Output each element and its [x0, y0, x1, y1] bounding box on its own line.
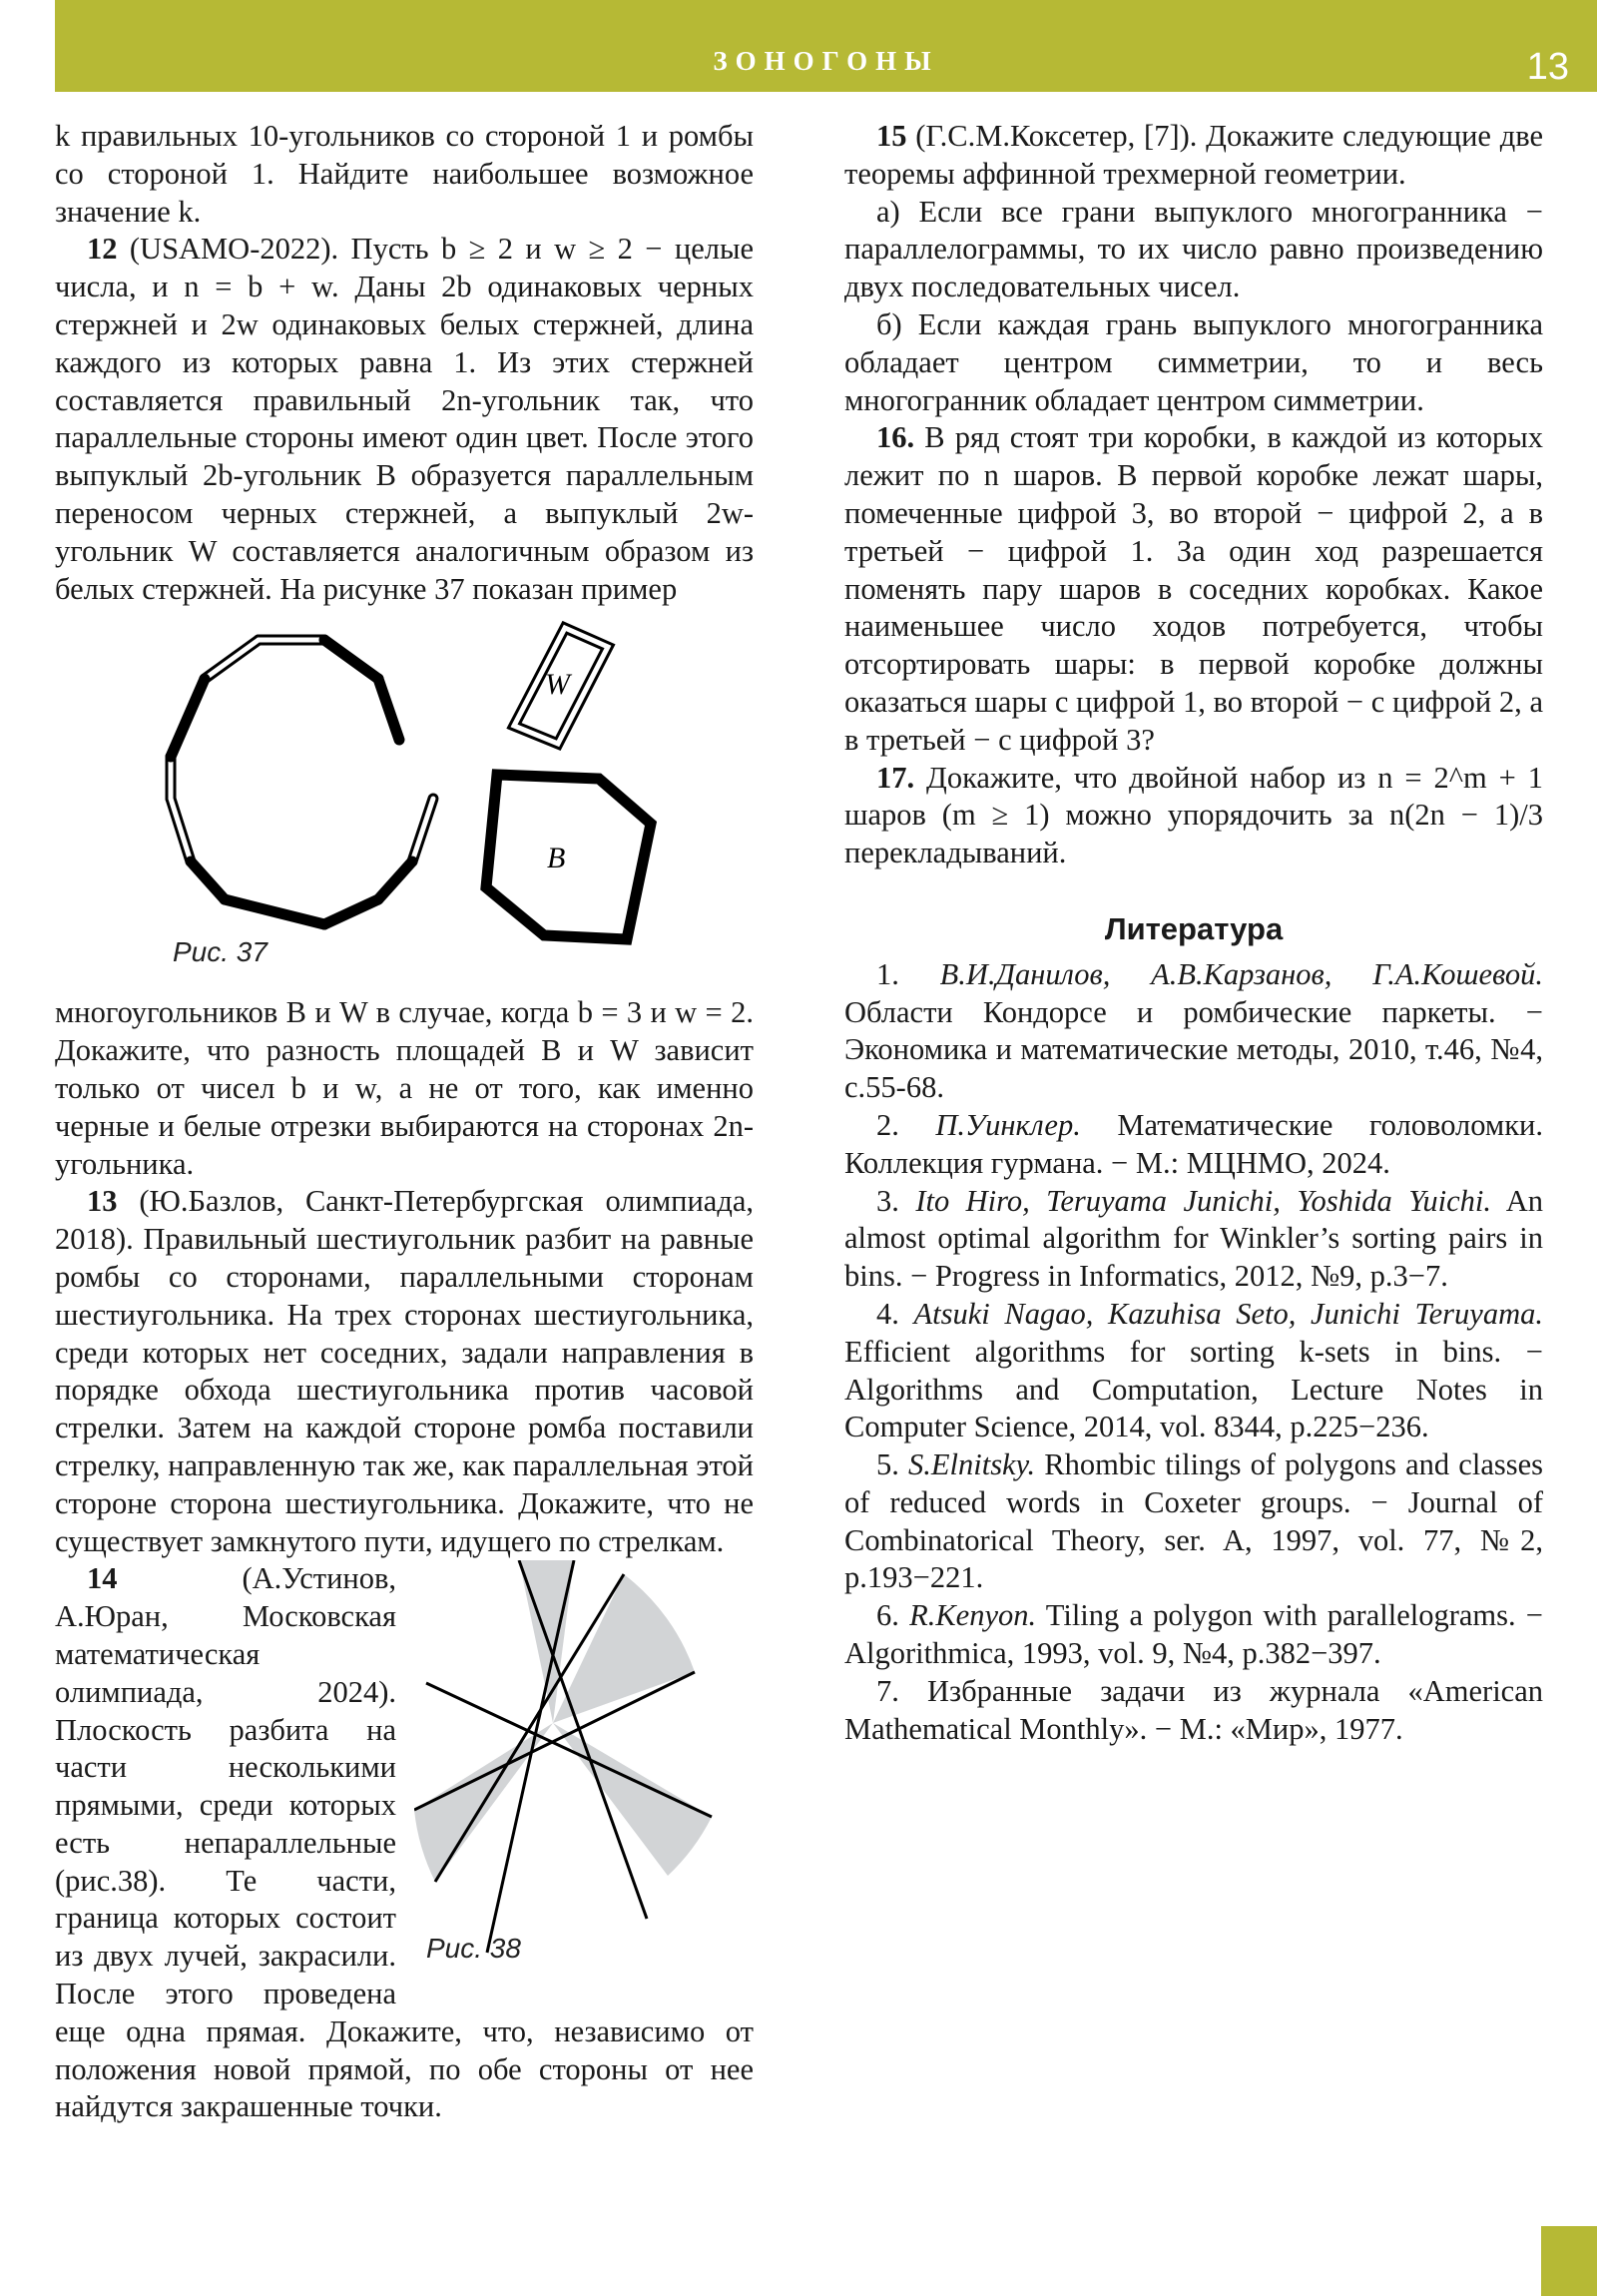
section-title: ЗОНОГОНЫ: [713, 46, 939, 76]
problem-17-number: 17.: [876, 760, 915, 795]
reference-authors: Atsuki Nagao, Kazuhisa Seto, Junichi Teruyama.: [913, 1296, 1543, 1331]
reference-title: Математические головоломки. Коллекция гурмана. − М.: МЦНМО, 2024.: [844, 1107, 1543, 1180]
reference-number: 1.: [876, 956, 940, 991]
right-column: [844, 118, 1543, 1748]
reference-number: 5.: [876, 1447, 909, 1482]
reference-number: 4.: [876, 1296, 914, 1331]
reference-title: Области Кондорсе и ромбические паркеты. − Экономика и математические методы, 2010, т.46, №4, с.55-68.: [844, 994, 1543, 1105]
figure-38: [414, 1560, 754, 1988]
reference-item: [844, 1446, 1543, 1597]
left-column: [55, 118, 754, 2126]
problem-16-number: 16.: [876, 420, 915, 455]
problem-11-tail: k правильных 10-угольников со стороной 1 и ромбы со стороной 1. Найдите наибольшее возможное значение k.: [55, 119, 754, 229]
problem-15-number: 15: [876, 119, 907, 153]
problem-13: [55, 1183, 754, 1560]
problem-12-continued: многоугольников B и W в случае, когда b = 3 и w = 2. Докажите, что разность площадей B и W зависит только от чисел b и w, а не от того, как именно черные и белые отрезки выбираются на сторонах 2n-угольника.: [55, 995, 754, 1181]
reference-number: 2.: [876, 1107, 936, 1142]
problem-16-text: В ряд стоят три коробки, в каждой из которых лежит по n шаров. В первой коробке лежат шары, помеченные цифрой 3, во второй − цифрой 2, а в третьей − цифрой 1. За один ход разрешается поменять пару шаров в соседних коробках. Какое наименьшее число ходов потребуется, чтобы отсортировать шары: в первой коробке должны оказаться шары с цифрой 1, во второй − с цифрой 2, а в третьей − с цифрой 3?: [844, 420, 1543, 757]
figure-37-caption: Рис. 37: [173, 936, 267, 968]
references-title: Литература: [1104, 910, 1284, 946]
problem-16: [844, 419, 1543, 759]
problem-17: [844, 760, 1543, 872]
header-bar: [55, 0, 1597, 92]
label-b: B: [547, 842, 566, 875]
page-number: 13: [1526, 46, 1569, 88]
reference-title: Tiling a polygon with parallelograms. − Algorithmica, 1993, vol. 9, №4, p.382−397.: [844, 1598, 1544, 1671]
reference-item: [844, 1107, 1543, 1183]
reference-title: An almost optimal algorithm for Winkler’s sorting pairs in bins. − Progress in Informatics, 2012, №9, p.3−7.: [844, 1183, 1544, 1294]
reference-title: Efficient algorithms for sorting k-sets in bins. − Algorithms and Computation, Lecture Notes in Computer Science, 2014, vol. 8344, p.225−236.: [844, 1334, 1543, 1444]
reference-number: 7.: [876, 1673, 928, 1708]
problem-15: [844, 118, 1543, 194]
reference-item: [844, 1673, 1543, 1749]
decagon-black-sides: [171, 640, 412, 924]
problem-15-part-a: а) Если все грани выпуклого многогранника − параллелограммы, то их число равно произведению двух последовательных чисел.: [844, 194, 1543, 304]
figure-38-caption: Рис. 38: [426, 1933, 521, 1965]
problem-14-number: 14: [87, 1561, 118, 1596]
corner-tab: [1541, 2226, 1597, 2296]
figure-38-drawing: [414, 1560, 754, 1988]
reference-item: [844, 1597, 1543, 1673]
reference-authors: S.Elnitsky.: [908, 1447, 1036, 1482]
problem-17-text: Докажите, что двойной набор из n = 2^m + 1 шаров (m ≥ 1) можно упорядочить за n(2n − 1)/3 перекладываний.: [844, 760, 1543, 870]
reference-authors: Ito Hiro, Teruyama Junichi, Yoshida Yuichi.: [915, 1183, 1491, 1218]
reference-authors: В.И.Данилов, А.В.Карзанов, Г.А.Кошевой.: [939, 956, 1543, 991]
reference-number: 3.: [876, 1183, 916, 1218]
problem-15-part-b: б) Если каждая грань выпуклого многогранника обладает центром симметрии, то и весь многогранник обладает центром симметрии.: [844, 306, 1543, 417]
reference-item: [844, 956, 1543, 1107]
problem-12: [55, 231, 754, 608]
reference-item: [844, 1296, 1543, 1446]
reference-authors: П.Уинклер.: [935, 1107, 1081, 1142]
problem-12-text: (USAMO-2022). Пусть b ≥ 2 и w ≥ 2 − целые числа, и n = b + w. Даны 2b одинаковых черных стержней и 2w одинаковых белых стержней, длина каждого из которых равна 1. Из этих стержней составляется правильный 2n-угольник так, что параллельные стороны имеют один цвет. После этого выпуклый 2b-угольник B образуется параллельным переносом черных стержней, а выпуклый 2w-угольник W составляется аналогичным образом из белых стержней. На рисунке 37 показан пример: [55, 232, 754, 606]
problem-12-number: 12: [87, 232, 118, 267]
problem-14-text: (А.Устинов, А.Юран, Московская математическая олимпиада, 2024). Плоскость разбита на части несколькими прямыми, среди которых есть непараллельные (рис.38). Те части, граница которых состоит из двух лучей, закрасили. После этого проведена еще одна прямая. Докажите, что, независимо от положения новой прямой, по обе стороны от нее найдутся закрашенные точки.: [55, 1561, 754, 2124]
reference-item: [844, 1183, 1543, 1296]
figure-37: [55, 616, 754, 990]
references-list: [844, 956, 1543, 1749]
problem-13-text: (Ю.Базлов, Санкт-Петербургская олимпиада, 2018). Правильный шестиугольник разбит на равные ромбы со сторонами, параллельными сторонам шестиугольника. На трех сторонах шестиугольника, среди которых нет соседних, задали направления в порядке обхода шестиугольника против часовой стрелки. Затем на каждой стороне ромба поставили стрелку, направленную так же, как параллельная этой стороне сторона шестиугольника. Докажите, что не существует замкнутого пути, идущего по стрелкам.: [55, 1184, 754, 1558]
reference-title: Rhombic tilings of polygons and classes of reduced words in Coxeter groups. − Journal of Combinatorical Theory, ser. A, 1997, vol. 77, №2, p.193−221.: [844, 1447, 1543, 1595]
problem-14-block: [55, 1560, 754, 2126]
problem-13-number: 13: [87, 1184, 118, 1219]
figure-37-drawing: [55, 616, 754, 990]
reference-title: Избранные задачи из журнала «American Mathematical Monthly». − М.: «Мир», 1977.: [844, 1673, 1543, 1746]
polygon-b: [486, 775, 651, 939]
reference-authors: R.Kenyon.: [909, 1598, 1037, 1633]
label-w: W: [545, 668, 570, 702]
problem-15-text: (Г.С.М.Коксетер, [7]). Докажите следующие две теоремы аффинной трехмерной геометрии.: [844, 119, 1543, 191]
reference-number: 6.: [876, 1598, 910, 1633]
